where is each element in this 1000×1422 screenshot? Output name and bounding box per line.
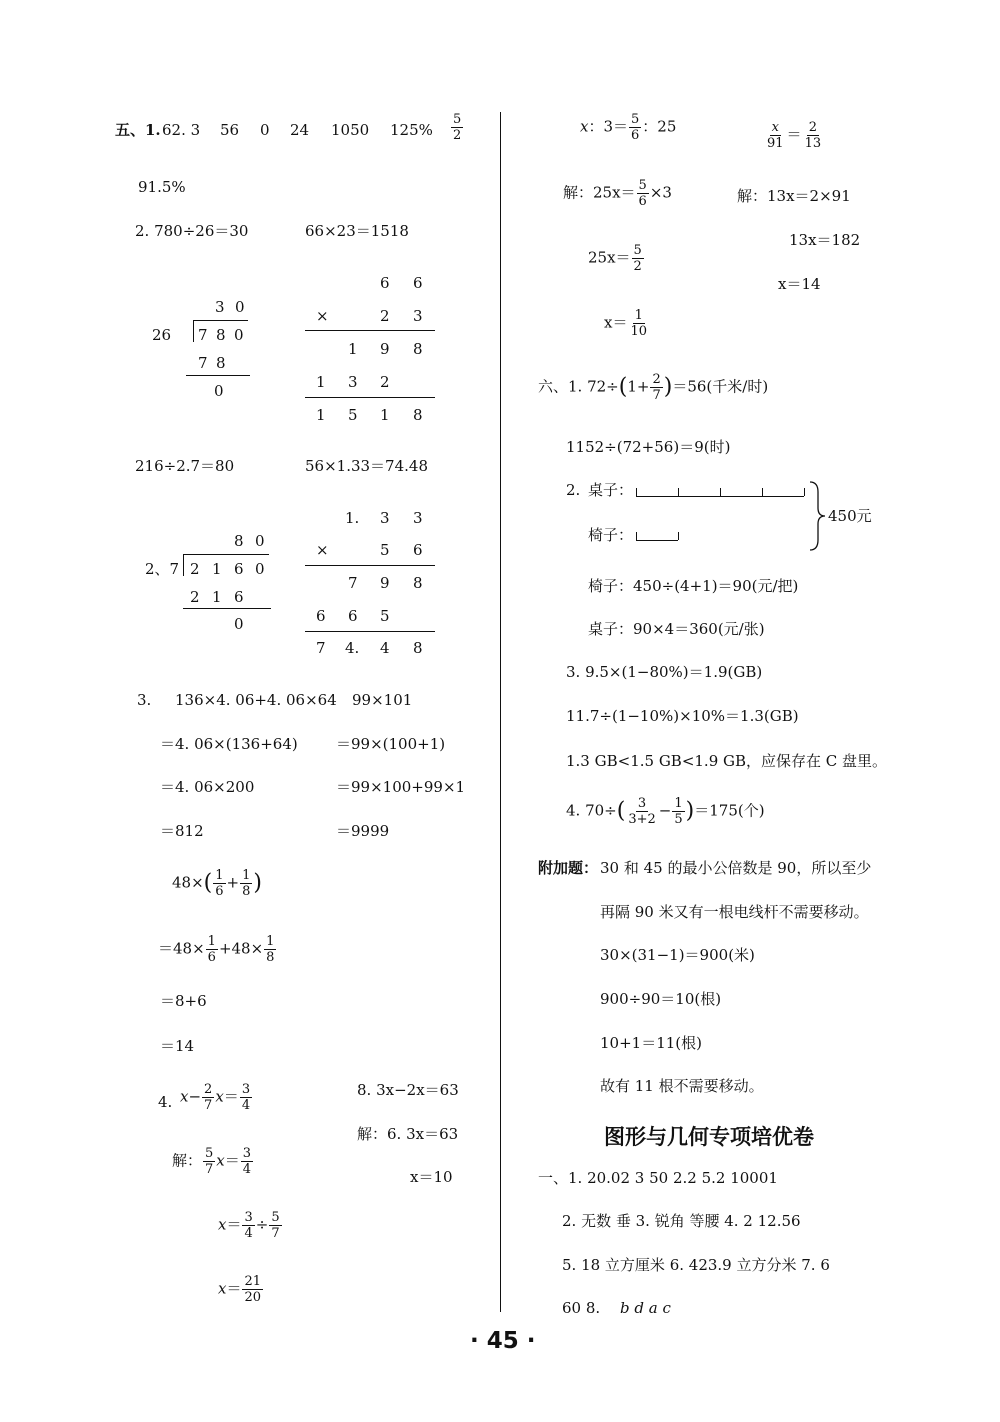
bonus-label: 附加题： — [538, 859, 599, 877]
answer-1-fraction: $\frac{5}{2}$ — [453, 112, 462, 143]
bonus-line2: 再隔 90 米又有一根电线杆不需要移动。 — [600, 903, 869, 921]
section-5-label: 五、1. — [115, 121, 161, 139]
chair-calc: 椅子：450÷(4+1)＝90(元/把) — [588, 577, 799, 595]
desk-calc: 桌子：90×4＝360(元/张) — [588, 620, 765, 638]
proportion-1-step3: x＝ $\frac{1}{10}$ — [604, 308, 648, 339]
total-price-label: 450元 — [828, 507, 872, 525]
division-bar — [193, 320, 248, 321]
proportion-2-step1: 解：13x＝2×91 — [737, 187, 851, 205]
q4b-line1: 8. 3x−2x＝63 — [357, 1081, 459, 1099]
q2-equation-4: 56×1.33＝74.48 — [305, 457, 428, 475]
q2-label: 2. — [566, 481, 581, 499]
geometry-line3: 5. 18 立方厘米 6. 423.9 立方分米 7. 6 — [562, 1256, 830, 1274]
geometry-line4b: b d a c — [620, 1299, 671, 1317]
answer-1e: 1050 — [331, 121, 370, 139]
section-6-q1-line2: 1152÷(72+56)＝9(时) — [566, 438, 731, 456]
answer-1b: 56 — [220, 121, 240, 139]
answer-1a: 62. 3 — [162, 121, 201, 139]
q4a-line4: x＝ $\frac{21}{20}$ — [218, 1274, 262, 1305]
proportion-2-step3: x＝14 — [778, 275, 821, 293]
proportion-1-step1: 解：25x＝ $\frac{5}{6}$ ×3 — [563, 178, 672, 209]
brace-icon — [806, 480, 828, 552]
section-title: 图形与几何专项培优卷 — [604, 1125, 814, 1149]
chair-label: 椅子： — [588, 526, 634, 544]
proportion-1-step2: 25x＝ $\frac{5}{2}$ — [588, 243, 642, 274]
section-6-q4: 4. 70÷( $\frac{3}{3+2}$ − $\frac{1}{5}$ )＝175(个) — [566, 796, 765, 827]
answer-1d: 24 — [290, 121, 310, 139]
q2-equation-2: 66×23＝1518 — [305, 222, 409, 240]
q3b-line2: ＝99×(100+1) — [336, 735, 446, 753]
q3a-line4: ＝812 — [160, 822, 204, 840]
q4a-line3: x＝ $\frac{3}{4}$ ÷ $\frac{5}{7}$ — [218, 1210, 280, 1241]
answer-1h: 91.5% — [138, 178, 186, 196]
division-bracket — [193, 320, 194, 342]
q3c-line1: 48×( $\frac{1}{6}$ + $\frac{1}{8}$ ) — [172, 868, 262, 899]
q4b-line2: 解：6. 3x＝63 — [357, 1125, 459, 1143]
desk-label: 桌子： — [588, 481, 634, 499]
section-6-q1: 六、1. 72÷(1+ $\frac{2}{7}$ )＝56(千米/时) — [538, 372, 769, 403]
q4b-line3: x＝10 — [410, 1168, 453, 1186]
proportion-2: $\frac{x}{91}$ ＝ $\frac{2}{13}$ — [767, 120, 822, 151]
column-divider — [500, 112, 501, 1312]
q2-equation-3: 216÷2.7＝80 — [135, 457, 235, 475]
q4-label: 4. — [158, 1093, 173, 1111]
bonus-calc-3: 10+1＝11(根) — [600, 1034, 702, 1052]
q3c-line3: ＝8+6 — [160, 992, 207, 1010]
section-6-q3-line2: 11.7÷(1−10%)×10%＝1.3(GB) — [566, 707, 799, 725]
q3a-line3: ＝4. 06×200 — [160, 778, 255, 796]
proportion-2-step2: 13x＝182 — [789, 231, 861, 249]
section-6-q3-line1: 3. 9.5×(1−80%)＝1.9(GB) — [566, 663, 763, 681]
bonus-line1: 30 和 45 的最小公倍数是 90，所以至少 — [600, 859, 872, 877]
q3a-line1: 136×4. 06+4. 06×64 — [175, 691, 337, 709]
q3c-line2: ＝48× $\frac{1}{6}$ +48× $\frac{1}{8}$ — [158, 934, 275, 965]
bonus-calc-1: 30×(31−1)＝900(米) — [600, 946, 755, 964]
q2-equation-1: 2. 780÷26＝30 — [135, 222, 249, 240]
bonus-calc-4: 故有 11 根不需要移动。 — [600, 1077, 764, 1095]
q4a-line2: 解： $\frac{5}{7}$ x＝ $\frac{3}{4}$ — [172, 1146, 252, 1177]
q3b-line3: ＝99×100+99×1 — [336, 778, 466, 796]
answer-1f: 125% — [390, 121, 433, 139]
q3b-line1: 99×101 — [352, 691, 413, 709]
geometry-line2: 2. 无数 垂 3. 锐角 等腰 4. 2 12.56 — [562, 1212, 801, 1230]
geometry-line4a: 60 8. — [562, 1299, 601, 1317]
q3c-line4: ＝14 — [160, 1037, 195, 1055]
q3b-line4: ＝9999 — [336, 822, 390, 840]
q4a-line1: x− $\frac{2}{7}$ x＝ $\frac{3}{4}$ — [180, 1082, 251, 1113]
answer-1c: 0 — [260, 121, 270, 139]
geometry-line1: 一、1. 20.02 3 50 2.2 5.2 10001 — [538, 1169, 778, 1187]
q3-label: 3. — [137, 691, 152, 709]
bonus-calc-2: 900÷90＝10(根) — [600, 990, 722, 1008]
proportion-1: x：3＝ $\frac{5}{6}$ ：25 — [580, 112, 677, 143]
q3a-line2: ＝4. 06×(136+64) — [160, 735, 298, 753]
page-number: · 45 · — [470, 1328, 536, 1354]
section-6-q3-line3: 1.3 GB<1.5 GB<1.9 GB，应保存在 C 盘里。 — [566, 752, 888, 770]
